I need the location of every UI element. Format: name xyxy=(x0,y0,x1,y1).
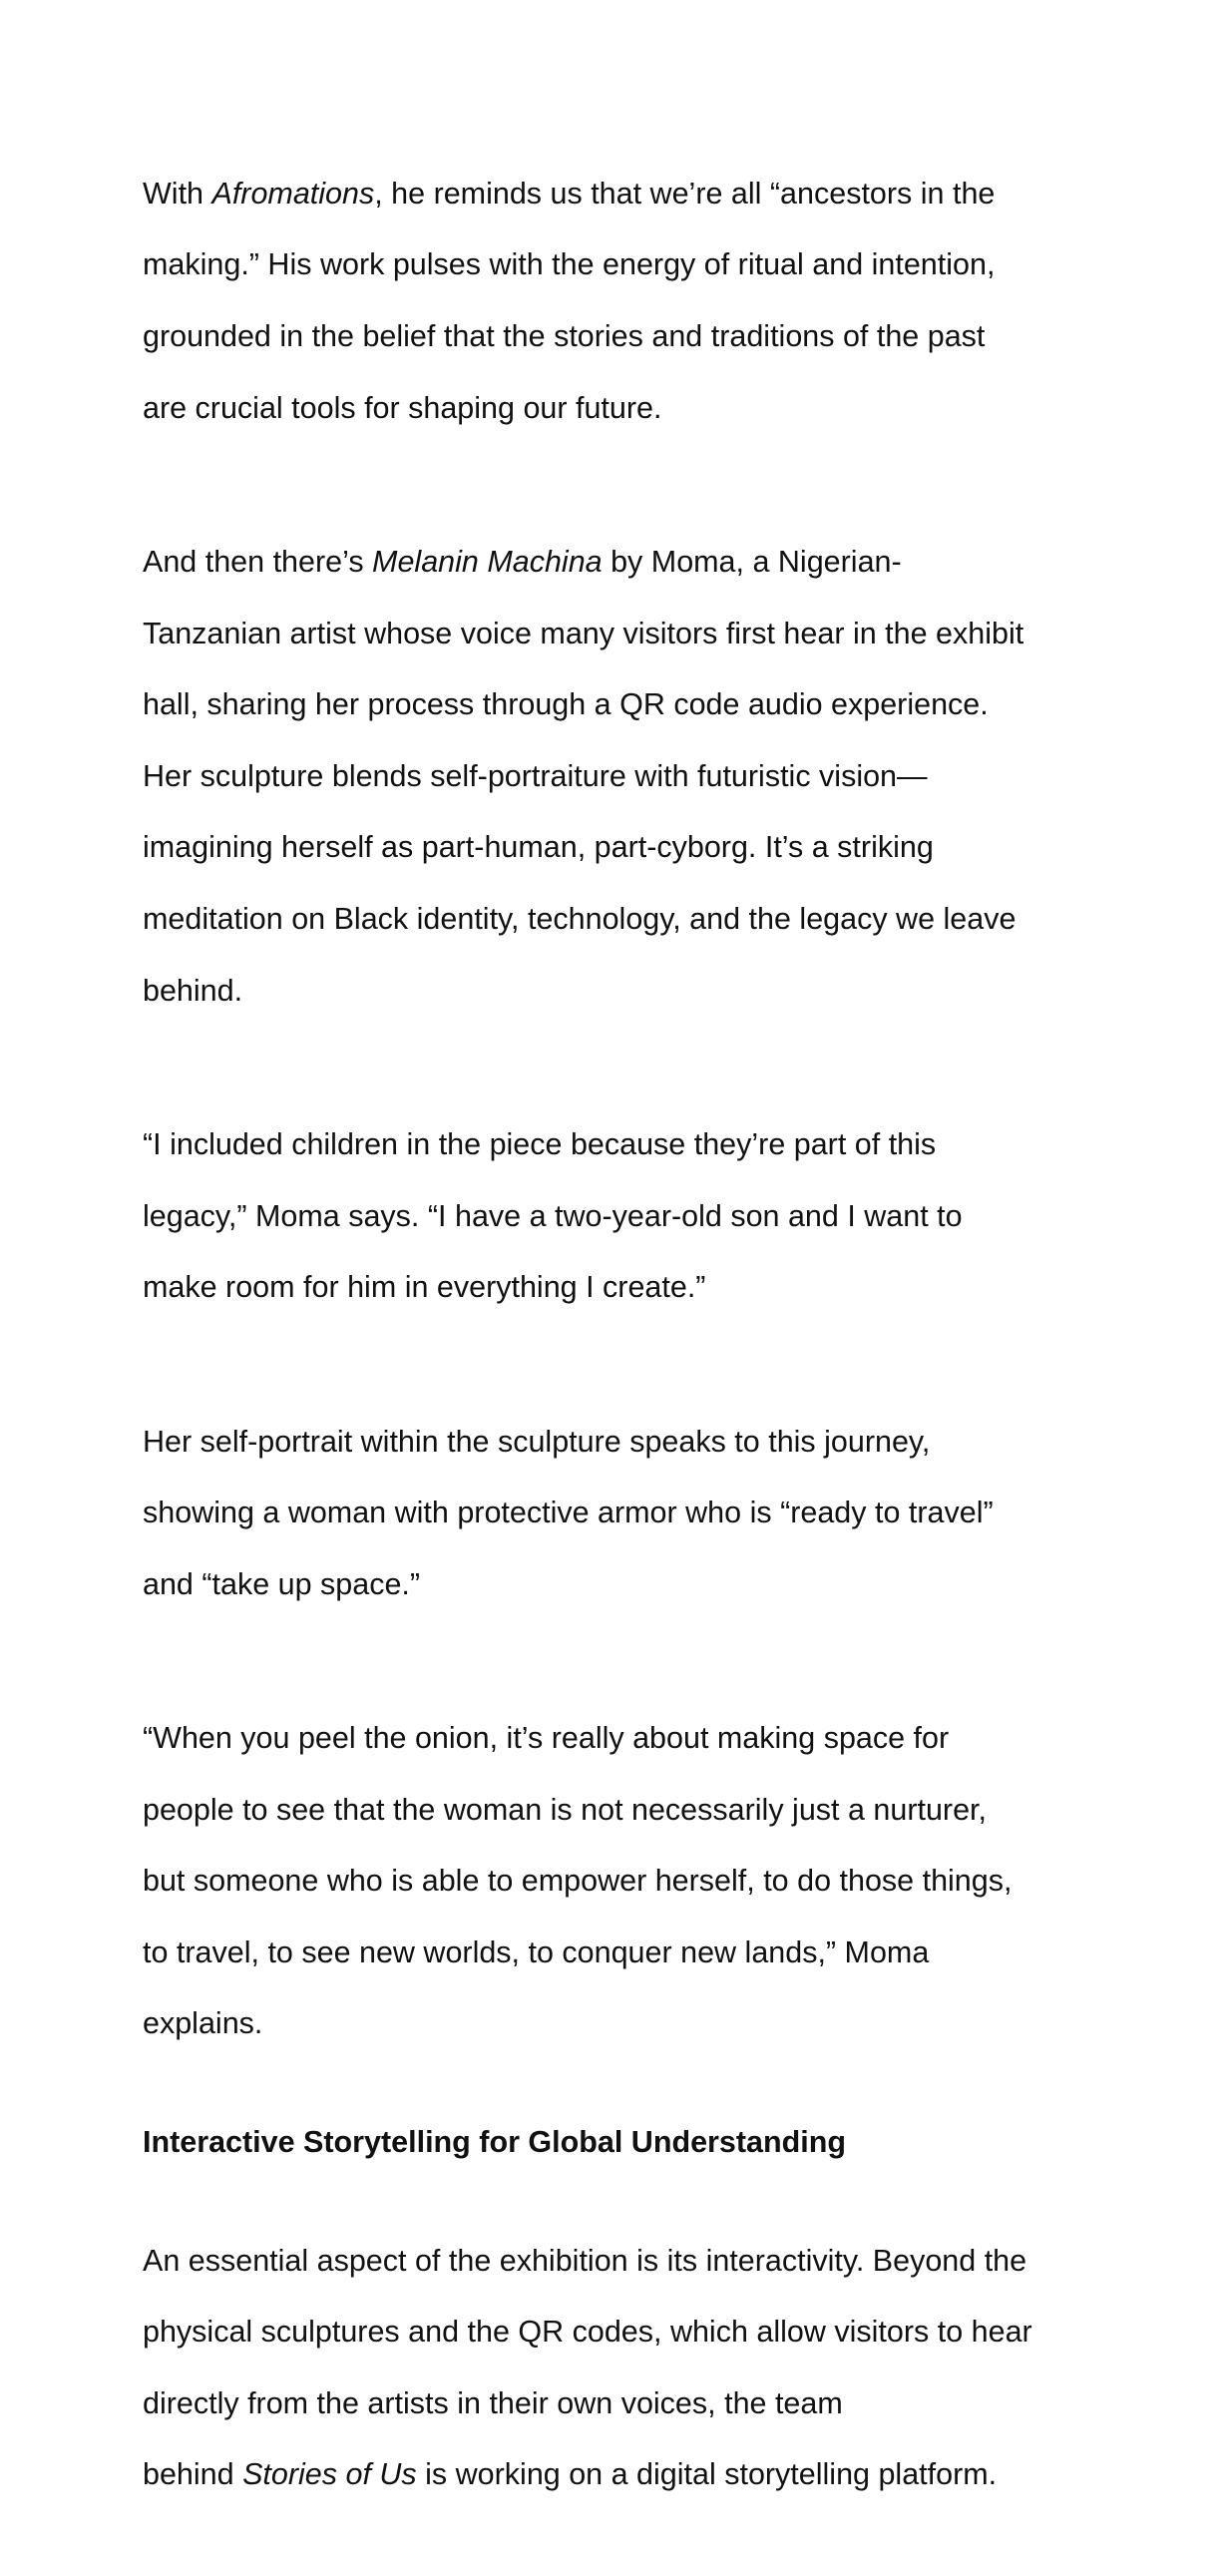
text-line: but someone who is able to empower herself, to do those things, xyxy=(143,1864,1013,1899)
text-line: meditation on Black identity, technology, and the legacy we leave xyxy=(143,901,1017,936)
text-line: behind Stories of Us is working on a digital storytelling platform. xyxy=(143,2457,998,2492)
paragraph-quote-children xyxy=(143,1091,1080,1342)
paragraph-afromations xyxy=(143,141,1080,462)
text-line: behind. xyxy=(143,973,243,1008)
text-line: to travel, to see new worlds, to conquer new lands,” Moma xyxy=(143,1934,930,1969)
text-line: With Afromations, he reminds us that we’re all “ancestors in the xyxy=(143,176,996,211)
text-line: people to see that the woman is not necessarily just a nurturer, xyxy=(143,1792,988,1827)
text-line: making.” His work pulses with the energy of ritual and intention, xyxy=(143,247,996,282)
text-line: directly from the artists in their own voices, the team xyxy=(143,2385,843,2420)
paragraph-quote-onion xyxy=(143,1685,1080,2078)
text-line: grounded in the belief that the stories and traditions of the past xyxy=(143,318,986,353)
text-line: and “take up space.” xyxy=(143,1566,421,1601)
exhibition-title: Stories of Us xyxy=(242,2457,417,2492)
text-line: explains. xyxy=(143,2006,263,2041)
text-line: are crucial tools for shaping our future. xyxy=(143,390,662,425)
artwork-title: Afromations xyxy=(211,176,375,211)
text-line: showing a woman with protective armor who is “ready to travel” xyxy=(143,1496,994,1530)
text-line: physical sculptures and the QR codes, which allow visitors to hear xyxy=(143,2315,1032,2350)
text-line: hall, sharing her process through a QR code audio experience. xyxy=(143,687,989,722)
text-line: Tanzanian artist whose voice many visitors first hear in the exhibit xyxy=(143,616,1024,650)
text-line: imagining herself as part-human, part-cyborg. It’s a striking xyxy=(143,830,934,865)
text-line: Her sculpture blends self-portraiture with futuristic vision— xyxy=(143,758,928,793)
artwork-title: Melanin Machina xyxy=(372,544,603,579)
paragraph-interactivity xyxy=(143,2208,1080,2529)
article-body xyxy=(143,141,1080,2576)
paragraph-self-portrait xyxy=(143,1389,1080,1639)
text-line: Her self-portrait within the sculpture speaks to this journey, xyxy=(143,1424,931,1459)
text-line: legacy,” Moma says. “I have a two-year-old son and I want to xyxy=(143,1198,963,1233)
text-line: “When you peel the onion, it’s really about making space for xyxy=(143,1721,950,1756)
text-line: And then there’s Melanin Machina by Moma, a Nigerian- xyxy=(143,544,902,579)
text-line: An essential aspect of the exhibition is its interactivity. Beyond the xyxy=(143,2243,1027,2278)
paragraph-melanin-machina xyxy=(143,509,1080,1045)
text-line: make room for him in everything I create.” xyxy=(143,1270,706,1305)
text-line: “I included children in the piece because they’re part of this xyxy=(143,1126,937,1161)
section-heading: Interactive Storytelling for Global Understanding xyxy=(143,2125,846,2160)
